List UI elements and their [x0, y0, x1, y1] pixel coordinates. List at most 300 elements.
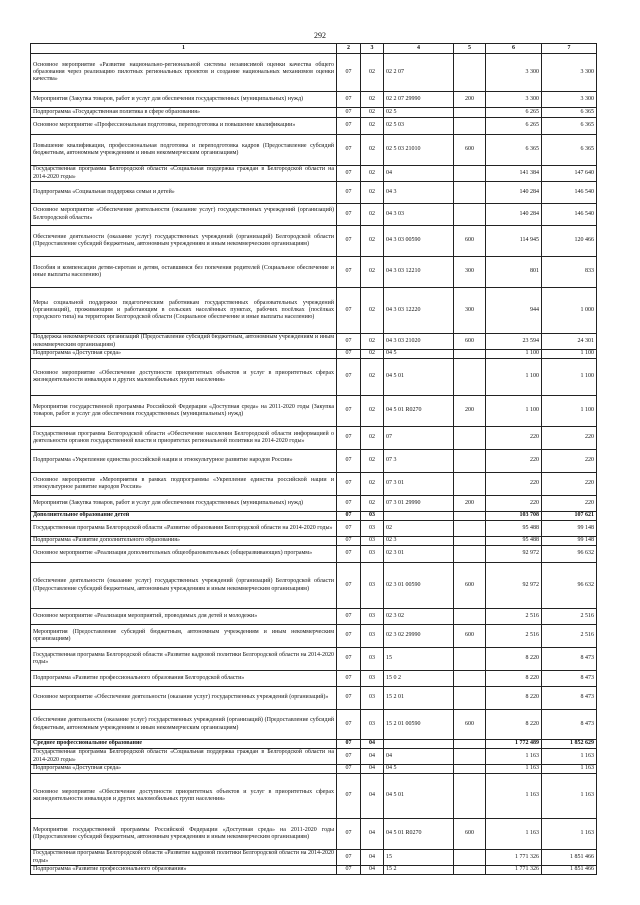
row-subsection-cell: 02 [361, 450, 384, 473]
row-section-cell: 07 [337, 473, 361, 496]
row-amount-year2-cell: 220 [542, 496, 597, 512]
row-amount-year1-cell: 92 972 [486, 563, 542, 609]
row-expense-type-cell: 600 [454, 226, 486, 257]
row-target-article-cell: 02 5 [384, 108, 454, 118]
row-section-cell: 07 [337, 108, 361, 118]
row-amount-year2-cell: 96 632 [542, 563, 597, 609]
row-subsection-cell: 02 [361, 359, 384, 396]
table-row [31, 546, 597, 563]
row-subsection-cell: 03 [361, 512, 384, 521]
table-row [31, 749, 597, 765]
row-amount-year1-cell: 6 265 [486, 118, 542, 135]
row-subsection-cell: 04 [361, 749, 384, 765]
row-subsection-cell: 04 [361, 850, 384, 866]
row-expense-type-cell [454, 350, 486, 359]
row-amount-year1-cell: 8 220 [486, 687, 542, 710]
row-amount-year1-cell: 140 284 [486, 182, 542, 204]
row-subsection-cell: 03 [361, 546, 384, 563]
row-target-article-cell: 04 5 [384, 765, 454, 774]
row-section-cell: 07 [337, 774, 361, 819]
row-name-cell: Повышение квалификации, профессиональная подготовка и переподготовка кадров (Предоставление субсидий бюджетным, автономным учреждениям и иным некоммерческим организациям) [31, 135, 337, 166]
row-subsection-cell: 02 [361, 288, 384, 334]
row-target-article-cell: 15 2 01 00590 [384, 710, 454, 740]
row-section-cell: 07 [337, 118, 361, 135]
row-name-cell: Основное мероприятие «Обеспечение деятельности (оказание услуг) государственных учреждений (организаций)» [31, 687, 337, 710]
table-row [31, 866, 597, 875]
row-name-cell: Подпрограмма «Социальная поддержка семьи и детей» [31, 182, 337, 204]
row-expense-type-cell: 600 [454, 135, 486, 166]
row-name-cell: Поддержка некоммерческих организаций (Предоставление субсидий бюджетным, автономным учреждениям и иным некоммерческим организациям) [31, 334, 337, 350]
row-name-cell: Подпрограмма «Доступная среда» [31, 765, 337, 774]
row-amount-year2-cell: 147 640 [542, 166, 597, 182]
row-expense-type-cell [454, 749, 486, 765]
table-row [31, 204, 597, 226]
row-amount-year1-cell: 95 488 [486, 537, 542, 546]
row-section-cell: 07 [337, 563, 361, 609]
row-section-cell: 07 [337, 648, 361, 671]
row-expense-type-cell [454, 182, 486, 204]
table-row [31, 671, 597, 687]
row-target-article-cell: 07 3 [384, 450, 454, 473]
row-target-article-cell: 04 [384, 166, 454, 182]
header-cell-2: 2 [337, 44, 361, 54]
row-target-article-cell: 02 5 03 [384, 118, 454, 135]
row-amount-year2-cell: 220 [542, 450, 597, 473]
row-subsection-cell: 03 [361, 537, 384, 546]
row-name-cell: Основное мероприятие «Развитие национально-региональной системы независимой оценки качества общего образования через реализацию пилотных региональных проектов и создание национальных механизмов оценки качества» [31, 54, 337, 92]
row-amount-year2-cell: 3 300 [542, 92, 597, 108]
row-amount-year1-cell: 6 365 [486, 135, 542, 166]
row-name-cell: Подпрограмма «Развитие дополнительного образования» [31, 537, 337, 546]
row-amount-year1-cell: 8 220 [486, 648, 542, 671]
row-target-article-cell: 04 5 01 [384, 774, 454, 819]
row-amount-year1-cell: 95 488 [486, 521, 542, 537]
row-amount-year1-cell: 944 [486, 288, 542, 334]
row-amount-year1-cell: 3 300 [486, 92, 542, 108]
row-section-cell: 07 [337, 740, 361, 749]
row-target-article-cell: 04 5 01 R0270 [384, 396, 454, 427]
row-name-cell: Государственная программа Белгородской области «Социальная поддержка граждан в Белгородской области на 2014-2020 годы» [31, 166, 337, 182]
row-section-cell: 07 [337, 92, 361, 108]
row-name-cell: Подпрограмма «Государственная политика в сфере образования» [31, 108, 337, 118]
table-row [31, 774, 597, 819]
row-section-cell: 07 [337, 609, 361, 625]
row-subsection-cell: 02 [361, 135, 384, 166]
row-subsection-cell: 03 [361, 710, 384, 740]
row-subsection-cell: 03 [361, 687, 384, 710]
table-row [31, 740, 597, 749]
row-section-cell: 07 [337, 288, 361, 334]
row-name-cell: Подпрограмма «Развитие профессионального образования Белгородской области» [31, 671, 337, 687]
table-body [31, 54, 597, 875]
row-name-cell: Мероприятия (Закупка товаров, работ и услуг для обеспечения государственных (муниципальных) нужд) [31, 496, 337, 512]
row-amount-year2-cell: 1 851 466 [542, 850, 597, 866]
row-target-article-cell: 02 3 01 [384, 546, 454, 563]
row-amount-year2-cell: 6 365 [542, 135, 597, 166]
row-amount-year1-cell: 140 284 [486, 204, 542, 226]
row-target-article-cell: 02 [384, 521, 454, 537]
row-amount-year2-cell: 1 163 [542, 749, 597, 765]
row-amount-year1-cell: 114 945 [486, 226, 542, 257]
row-expense-type-cell: 600 [454, 819, 486, 850]
row-subsection-cell: 02 [361, 427, 384, 450]
row-target-article-cell: 02 2 07 [384, 54, 454, 92]
row-name-cell: Подпрограмма «Развитие профессионального образования» [31, 866, 337, 875]
row-name-cell: Обеспечение деятельности (оказание услуг) государственных учреждений (организаций) Белгородской области (Предоставление субсидий бюджетным, автономным учреждениям и иным некоммерческим организациям) [31, 226, 337, 257]
row-amount-year1-cell: 1 163 [486, 765, 542, 774]
row-target-article-cell: 07 3 01 [384, 473, 454, 496]
row-amount-year2-cell: 24 301 [542, 334, 597, 350]
row-amount-year1-cell: 1 771 326 [486, 866, 542, 875]
row-expense-type-cell: 600 [454, 334, 486, 350]
row-target-article-cell: 02 3 [384, 537, 454, 546]
table-row [31, 537, 597, 546]
row-name-cell: Государственная программа Белгородской области «Обеспечение населения Белгородской области информацией о деятельности органов государственной власти и приоритетах региональной политики на 2014-2020 годы» [31, 427, 337, 450]
table-row [31, 288, 597, 334]
row-amount-year2-cell: 8 473 [542, 687, 597, 710]
row-amount-year2-cell: 220 [542, 473, 597, 496]
row-target-article-cell: 02 3 02 [384, 609, 454, 625]
table-row [31, 512, 597, 521]
row-section-cell: 07 [337, 427, 361, 450]
header-cell-6: 6 [486, 44, 542, 54]
row-amount-year2-cell: 8 473 [542, 710, 597, 740]
row-expense-type-cell [454, 54, 486, 92]
row-subsection-cell: 04 [361, 740, 384, 749]
row-subsection-cell: 03 [361, 563, 384, 609]
row-target-article-cell: 02 3 01 00590 [384, 563, 454, 609]
table-row [31, 334, 597, 350]
row-name-cell: Подпрограмма «Укрепление единства российской нации и этнокультурное развитие народов России» [31, 450, 337, 473]
row-target-article-cell: 04 3 03 12210 [384, 257, 454, 288]
row-subsection-cell: 02 [361, 334, 384, 350]
row-amount-year2-cell: 146 540 [542, 204, 597, 226]
row-expense-type-cell [454, 204, 486, 226]
row-amount-year2-cell: 96 632 [542, 546, 597, 563]
table-row [31, 92, 597, 108]
row-subsection-cell: 02 [361, 226, 384, 257]
row-amount-year1-cell: 220 [486, 450, 542, 473]
row-target-article-cell: 04 [384, 749, 454, 765]
table-row [31, 166, 597, 182]
row-amount-year2-cell: 99 148 [542, 521, 597, 537]
row-section-cell: 07 [337, 166, 361, 182]
row-expense-type-cell: 600 [454, 710, 486, 740]
row-amount-year2-cell: 3 300 [542, 54, 597, 92]
row-expense-type-cell: 200 [454, 92, 486, 108]
table-row [31, 118, 597, 135]
table-row [31, 108, 597, 118]
row-amount-year1-cell: 1 100 [486, 359, 542, 396]
row-name-cell: Обеспечение деятельности (оказание услуг) государственных учреждений (организаций) Белгородской области (Предоставление субсидий бюджетным, автономным учреждениям и иным некоммерческим организациям) [31, 563, 337, 609]
row-amount-year2-cell: 6 365 [542, 118, 597, 135]
row-target-article-cell: 02 3 02 29990 [384, 625, 454, 648]
row-subsection-cell: 02 [361, 257, 384, 288]
row-expense-type-cell [454, 512, 486, 521]
row-amount-year1-cell: 220 [486, 496, 542, 512]
row-section-cell: 07 [337, 625, 361, 648]
row-name-cell: Основное мероприятие «Обеспечение деятельности (оказание услуг) государственных учреждений (организаций) Белгородской области» [31, 204, 337, 226]
row-subsection-cell: 02 [361, 473, 384, 496]
row-amount-year2-cell: 107 621 [542, 512, 597, 521]
row-section-cell: 07 [337, 496, 361, 512]
row-name-cell: Государственная программа Белгородской области «Развитие кадровой политики Белгородской области на 2014-2020 годы» [31, 850, 337, 866]
row-amount-year2-cell: 1 100 [542, 359, 597, 396]
table-row [31, 563, 597, 609]
row-subsection-cell: 02 [361, 118, 384, 135]
row-amount-year2-cell: 1 852 629 [542, 740, 597, 749]
table-row [31, 648, 597, 671]
row-expense-type-cell [454, 687, 486, 710]
row-subsection-cell: 02 [361, 496, 384, 512]
table-row [31, 473, 597, 496]
row-subsection-cell: 02 [361, 92, 384, 108]
row-section-cell: 07 [337, 396, 361, 427]
page-number: 292 [314, 31, 326, 40]
row-name-cell: Мероприятия (Закупка товаров, работ и услуг для обеспечения государственных (муниципальных) нужд) [31, 92, 337, 108]
table-row [31, 359, 597, 396]
row-expense-type-cell [454, 359, 486, 396]
row-name-cell: Государственная программа Белгородской области «Развитие кадровой политики Белгородской области на 2014-2020 годы» [31, 648, 337, 671]
row-expense-type-cell: 600 [454, 563, 486, 609]
row-expense-type-cell [454, 609, 486, 625]
row-amount-year2-cell: 8 473 [542, 671, 597, 687]
row-amount-year2-cell: 833 [542, 257, 597, 288]
row-subsection-cell: 03 [361, 671, 384, 687]
row-subsection-cell: 02 [361, 350, 384, 359]
row-target-article-cell [384, 512, 454, 521]
row-target-article-cell [384, 740, 454, 749]
table-row [31, 396, 597, 427]
row-subsection-cell: 02 [361, 54, 384, 92]
table-row [31, 710, 597, 740]
row-name-cell: Основное мероприятие «Мероприятия в рамках подпрограммы «Укрепление единства российской нации и этнокультурное развитие народов России» [31, 473, 337, 496]
table-row [31, 819, 597, 850]
row-expense-type-cell [454, 118, 486, 135]
row-target-article-cell: 07 3 01 29990 [384, 496, 454, 512]
row-expense-type-cell [454, 450, 486, 473]
row-expense-type-cell [454, 427, 486, 450]
row-section-cell: 07 [337, 521, 361, 537]
row-amount-year1-cell: 1 771 326 [486, 850, 542, 866]
row-amount-year1-cell: 1 163 [486, 774, 542, 819]
table-row [31, 226, 597, 257]
row-section-cell: 07 [337, 182, 361, 204]
row-expense-type-cell [454, 108, 486, 118]
row-section-cell: 07 [337, 334, 361, 350]
table-row [31, 450, 597, 473]
row-amount-year1-cell: 141 384 [486, 166, 542, 182]
row-subsection-cell: 04 [361, 819, 384, 850]
row-amount-year2-cell: 120 466 [542, 226, 597, 257]
row-subsection-cell: 04 [361, 765, 384, 774]
row-amount-year1-cell: 801 [486, 257, 542, 288]
row-subsection-cell: 03 [361, 625, 384, 648]
row-amount-year2-cell: 2 516 [542, 625, 597, 648]
row-amount-year2-cell: 1 851 466 [542, 866, 597, 875]
row-section-cell: 07 [337, 671, 361, 687]
row-expense-type-cell [454, 166, 486, 182]
row-amount-year1-cell: 1 163 [486, 819, 542, 850]
row-amount-year2-cell: 220 [542, 427, 597, 450]
row-name-cell: Основное мероприятие «Обеспечение доступности приоритетных объектов и услуг в приоритетных сферах жизнедеятельности инвалидов и других маломобильных групп населения» [31, 359, 337, 396]
row-amount-year2-cell: 1 100 [542, 396, 597, 427]
row-amount-year2-cell: 1 163 [542, 765, 597, 774]
row-target-article-cell: 02 2 07 29990 [384, 92, 454, 108]
table-row [31, 609, 597, 625]
row-target-article-cell: 07 [384, 427, 454, 450]
row-name-cell: Основное мероприятие «Обеспечение доступности приоритетных объектов и услуг в приоритетных сферах жизнедеятельности инвалидов и других маломобильных групп населения» [31, 774, 337, 819]
row-target-article-cell: 04 3 [384, 182, 454, 204]
row-expense-type-cell [454, 765, 486, 774]
row-name-cell: Обеспечение деятельности (оказание услуг) государственных учреждений (организаций) (Предоставление субсидий бюджетным, автономным учреждениям и иным некоммерческим организациям) [31, 710, 337, 740]
row-section-cell: 07 [337, 687, 361, 710]
row-amount-year1-cell: 220 [486, 427, 542, 450]
header-row [31, 44, 597, 54]
table-row [31, 496, 597, 512]
row-section-cell: 07 [337, 204, 361, 226]
row-expense-type-cell: 300 [454, 288, 486, 334]
row-expense-type-cell [454, 546, 486, 563]
row-section-cell: 07 [337, 257, 361, 288]
row-expense-type-cell [454, 671, 486, 687]
table-row [31, 521, 597, 537]
row-section-cell: 07 [337, 350, 361, 359]
table-row [31, 350, 597, 359]
row-section-cell: 07 [337, 226, 361, 257]
row-target-article-cell: 04 5 [384, 350, 454, 359]
row-target-article-cell: 15 [384, 648, 454, 671]
row-expense-type-cell: 200 [454, 496, 486, 512]
table-row [31, 54, 597, 92]
row-section-cell: 07 [337, 866, 361, 875]
row-amount-year1-cell: 103 708 [486, 512, 542, 521]
row-amount-year2-cell: 8 473 [542, 648, 597, 671]
row-name-cell: Подпрограмма «Доступная среда» [31, 350, 337, 359]
row-amount-year2-cell: 1 100 [542, 350, 597, 359]
row-section-cell: 07 [337, 749, 361, 765]
row-target-article-cell: 15 [384, 850, 454, 866]
row-expense-type-cell [454, 521, 486, 537]
header-cell-4: 4 [384, 44, 454, 54]
header-cell-5: 5 [454, 44, 486, 54]
row-section-cell: 07 [337, 546, 361, 563]
row-amount-year1-cell: 2 516 [486, 609, 542, 625]
row-subsection-cell: 02 [361, 396, 384, 427]
row-name-cell: Основное мероприятие «Реализация мероприятий, проводимых для детей и молодежи» [31, 609, 337, 625]
row-subsection-cell: 04 [361, 866, 384, 875]
row-expense-type-cell [454, 866, 486, 875]
row-target-article-cell: 02 5 03 21010 [384, 135, 454, 166]
row-section-cell: 07 [337, 450, 361, 473]
row-subsection-cell: 02 [361, 182, 384, 204]
row-name-cell: Мероприятия государственной программы Российской Федерации «Доступная среда» на 2011-2020 годы (Предоставление субсидий бюджетным, автономным учреждениям и иным некоммерческим организациям) [31, 819, 337, 850]
row-expense-type-cell: 200 [454, 396, 486, 427]
row-amount-year1-cell: 220 [486, 473, 542, 496]
row-section-cell: 07 [337, 512, 361, 521]
row-expense-type-cell [454, 537, 486, 546]
row-name-cell: Государственная программа Белгородской области «Развитие образования Белгородской области на 2014-2020 годы» [31, 521, 337, 537]
row-expense-type-cell [454, 774, 486, 819]
table-row [31, 850, 597, 866]
row-expense-type-cell: 600 [454, 625, 486, 648]
row-name-cell: Государственная программа Белгородской области «Социальная поддержка граждан в Белгородской области на 2014-2020 годы» [31, 749, 337, 765]
row-amount-year1-cell: 1 163 [486, 749, 542, 765]
row-name-cell: Основное мероприятие «Профессиональная подготовка, переподготовка и повышение квалификации» [31, 118, 337, 135]
header-cell-3: 3 [361, 44, 384, 54]
row-amount-year1-cell: 3 300 [486, 54, 542, 92]
row-amount-year2-cell: 146 540 [542, 182, 597, 204]
row-expense-type-cell [454, 473, 486, 496]
row-section-cell: 07 [337, 819, 361, 850]
row-target-article-cell: 15 2 [384, 866, 454, 875]
row-expense-type-cell [454, 648, 486, 671]
row-subsection-cell: 02 [361, 166, 384, 182]
row-subsection-cell: 04 [361, 774, 384, 819]
row-section-cell: 07 [337, 135, 361, 166]
row-amount-year2-cell: 2 516 [542, 609, 597, 625]
table-row [31, 625, 597, 648]
table-row [31, 687, 597, 710]
row-amount-year1-cell: 23 594 [486, 334, 542, 350]
row-section-cell: 07 [337, 359, 361, 396]
table-row [31, 135, 597, 166]
row-amount-year2-cell: 1 000 [542, 288, 597, 334]
row-name-cell: Среднее профессиональное образование [31, 740, 337, 749]
row-expense-type-cell: 300 [454, 257, 486, 288]
table-row [31, 427, 597, 450]
row-target-article-cell: 15 2 01 [384, 687, 454, 710]
row-amount-year2-cell: 1 163 [542, 819, 597, 850]
row-subsection-cell: 03 [361, 521, 384, 537]
row-section-cell: 07 [337, 710, 361, 740]
table-row [31, 257, 597, 288]
row-name-cell: Меры социальной поддержки педагогическим работникам государственных образовательных учреждений (организаций), проживающим и работающим в сельских населённых пунктах, рабочих посёлках (посёлках городского типа) на территории Белгородской области (Социальное обеспечение и иные выплаты населению) [31, 288, 337, 334]
row-amount-year1-cell: 8 220 [486, 671, 542, 687]
row-target-article-cell: 04 3 03 00590 [384, 226, 454, 257]
table-row [31, 765, 597, 774]
row-subsection-cell: 02 [361, 204, 384, 226]
row-section-cell: 07 [337, 850, 361, 866]
row-section-cell: 07 [337, 54, 361, 92]
row-subsection-cell: 02 [361, 108, 384, 118]
row-amount-year1-cell: 2 516 [486, 625, 542, 648]
row-amount-year1-cell: 1 100 [486, 350, 542, 359]
row-amount-year1-cell: 6 265 [486, 108, 542, 118]
row-amount-year1-cell: 1 772 489 [486, 740, 542, 749]
row-amount-year2-cell: 99 148 [542, 537, 597, 546]
row-subsection-cell: 03 [361, 609, 384, 625]
row-target-article-cell: 04 5 01 [384, 359, 454, 396]
row-target-article-cell: 04 5 01 R0270 [384, 819, 454, 850]
row-name-cell: Основное мероприятие «Реализация дополнительных общеобразовательных (общеразвивающих) программ» [31, 546, 337, 563]
row-amount-year1-cell: 1 100 [486, 396, 542, 427]
header-cell-7: 7 [542, 44, 597, 54]
row-name-cell: Мероприятия государственной программы Российской Федерации «Доступная среда» на 2011-2020 годы (Закупка товаров, работ и услуг для обеспечения государственных (муниципальных) нужд) [31, 396, 337, 427]
row-expense-type-cell [454, 850, 486, 866]
header-cell-1: 1 [31, 44, 337, 54]
row-target-article-cell: 15 0 2 [384, 671, 454, 687]
table-row [31, 182, 597, 204]
budget-table [30, 43, 597, 875]
row-amount-year1-cell: 92 972 [486, 546, 542, 563]
row-section-cell: 07 [337, 765, 361, 774]
row-amount-year2-cell: 1 163 [542, 774, 597, 819]
row-name-cell: Дополнительное образование детей [31, 512, 337, 521]
row-name-cell: Мероприятия (Предоставление субсидий бюджетным, автономным учреждениям и иным некоммерческим организациям) [31, 625, 337, 648]
row-section-cell: 07 [337, 537, 361, 546]
row-amount-year2-cell: 6 365 [542, 108, 597, 118]
